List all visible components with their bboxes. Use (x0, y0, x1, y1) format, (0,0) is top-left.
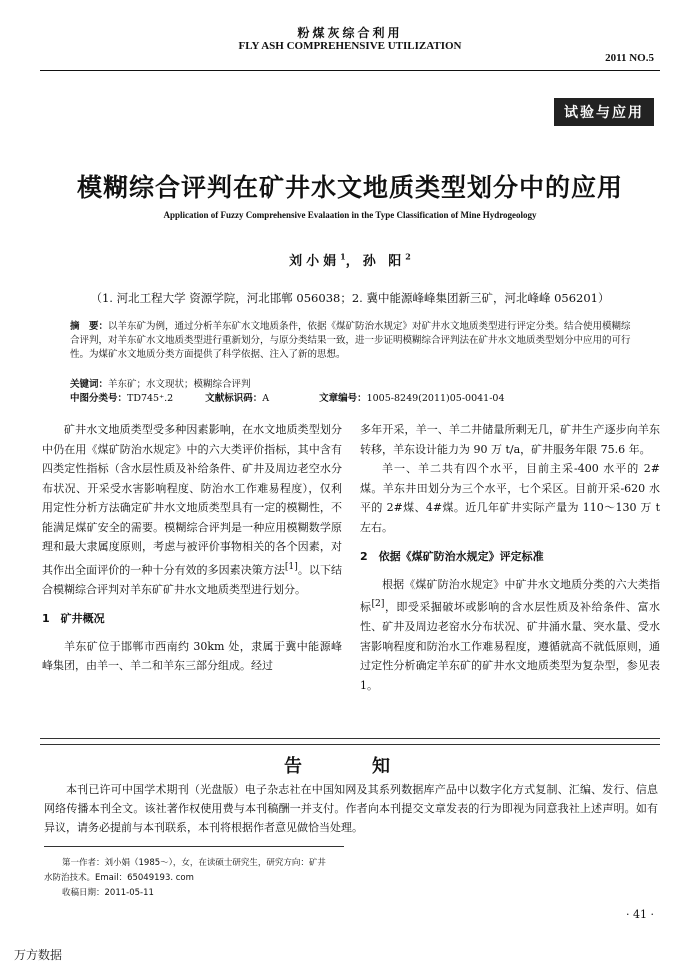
citation: [2] (371, 598, 385, 609)
body-paragraph: 羊东矿位于邯郸市西南约 30km 处，隶属于冀中能源峰峰集团，由羊一、羊二和羊东三部分组成。经过 (42, 639, 342, 673)
paragraph-text: 根据《煤矿防治水规定》中矿井水文地质分类的六大类指标 (360, 577, 660, 614)
author-1-sup: 1 (340, 251, 346, 262)
paragraph-text: 。以下结合模糊综合评判对羊东矿矿井水文地质类型进行划分。 (42, 563, 342, 596)
notice-title: 告 知 (284, 756, 416, 777)
abstract (70, 320, 638, 362)
citation: [1] (284, 560, 298, 572)
keywords: 羊东矿；水文现状；模糊综合评判 (108, 379, 251, 390)
doc-code-label: 文献标识码： (205, 393, 263, 404)
header-rule (40, 70, 660, 71)
journal-issue: 2011 NO.5 (605, 52, 654, 64)
body-paragraph: 羊一、羊二共有四个水平，目前主采-400 水平的 2#煤。羊东井田划分为三个水平，七个采区。目前开采-620 水平的 2#煤、4#煤。近几年矿井实际产量为 110～130 万 t 左右。 (360, 462, 660, 534)
clc-code: TD745⁺.2 (127, 393, 174, 404)
body-right-column (360, 420, 660, 695)
article-title-cn: 模糊综合评判在矿井水文地质类型划分中的应用 (76, 173, 623, 202)
footnote-line: 收稿日期：2011-05-11 (62, 888, 154, 898)
abstract-label: 摘 要： (70, 321, 109, 332)
page-number: · 41 · (626, 908, 654, 921)
article-meta (70, 378, 505, 406)
footnote-line: 水防治技术。Email：65049193. com (44, 873, 194, 883)
keywords-label: 关键词： (70, 379, 109, 390)
body-left-column (42, 420, 342, 676)
section-heading-2: 2 依据《煤矿防治水规定》评定标准 (360, 550, 544, 563)
body-paragraph (360, 575, 660, 696)
footnote (44, 856, 326, 901)
footnote-line: 第一作者：刘小娟（1985～），女，在读硕士研究生，研究方向：矿井 (62, 858, 326, 868)
article-no-label: 文章编号： (319, 393, 367, 404)
body-paragraph (42, 420, 342, 599)
article-no: 1005-8249(2011)05-0041-04 (366, 393, 505, 404)
abstract-text: 以羊东矿为例，通过分析羊东矿水文地质条件，依据《煤矿防治水规定》对矿井水文地质类型进行评定分类。结合使用模糊综合评判，对羊东矿水文地质类型进行重新划分，与原分类结果一致，进一步证明模糊综合评判法在矿井水文地质类型划分中应用的可行性。为煤矿水文地质分类方面提供了科学依据、注入了新的思想。 (70, 321, 631, 360)
footnote-rule (44, 846, 344, 847)
author-separator: ， (345, 254, 363, 269)
clc-label: 中图分类号： (70, 393, 128, 404)
notice-separator (40, 738, 660, 745)
body-paragraph: 多年开采，羊一、羊二井储量所剩无几，矿井生产逐步向羊东转移，羊东设计能力为 90 万 t/a，矿井服务年限 75.6 年。 (360, 423, 660, 456)
author-1: 刘小娟 (289, 254, 341, 269)
notice-text: 本刊已许可中国学术期刊（光盘版）电子杂志社在中国知网及其系列数据库产品中以数字化方式复制、汇编、发行、信息网络传播本刊全文。该社著作权使用费与本刊稿酬一并支付。作者向本刊提交文章发表的行为即视为同意我社上述声明。如有异议，请务必提前与本刊联系，本刊将根据作者意见做恰当处理。 (44, 783, 658, 834)
section-heading-1: 1 矿井概况 (42, 612, 105, 626)
doc-code: A (262, 393, 270, 404)
affiliation: （1. 河北工程大学 资源学院，河北邯郸 056038；2. 冀中能源峰峰集团新三矿，河北峰峰 056201） (90, 291, 610, 305)
journal-name-cn: 粉煤灰综合利用 (297, 26, 403, 40)
author-2: 孙 阳 (362, 254, 406, 269)
journal-name-en: FLY ASH COMPREHENSIVE UTILIZATION (238, 40, 462, 52)
watermark: 万方数据 (14, 948, 63, 962)
paragraph-text: 矿井水文地质类型受多种因素影响，在水文地质类型划分中仍在用《煤矿防治水规定》中的六大类评价指标，其中含有四类定性指标（含水层性质及补给条件、矿井及周边老空水分布状况、开采受水害影响程度、防治水工作难易程度），仅利用定性分析方法确定矿井水文地质类型具有一定的模糊性，不能满足煤矿安全的需要。模糊综合评判是一种应用模糊数学原理和最大隶属度原则，考虑与被评价事物相关的各个因素，对其作出全面评价的一种十分有效的多因素决策方法 (42, 423, 342, 577)
paragraph-text: ，即受采掘破坏或影响的含水层性质及补给条件、富水性、矿井及周边老窑水分布状况、矿井涌水量、突水量、受水害影响程度和防治水工作难易程度，遵循就高不就低原则，通过定性分析确定羊东矿的矿井水文地质类型为复杂型，参见表 1。 (360, 600, 661, 692)
authors (0, 250, 700, 269)
author-2-sup: 2 (405, 251, 411, 262)
section-tag: 试验与应用 (554, 98, 654, 126)
article-title-en: Application of Fuzzy Comprehensive Evalaation in the Type Classification of Mine Hydrogeology (163, 210, 537, 220)
